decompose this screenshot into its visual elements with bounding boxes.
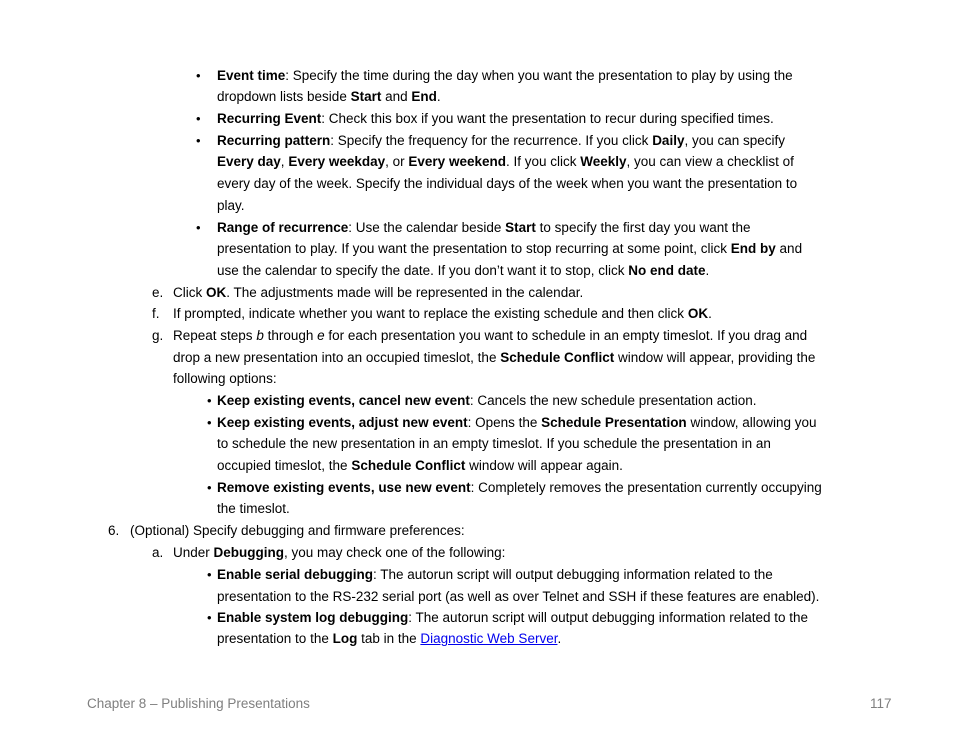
step-e-marker: e. xyxy=(152,285,164,300)
bullet-marker: • xyxy=(207,567,212,582)
range-line-3: use the calendar to specify the date. If you don’t want it to stop, click No end date. xyxy=(217,263,710,278)
recurring-pattern-line-3: every day of the week. Specify the individual days of the week when you want the presentation to xyxy=(217,176,798,191)
keep-adjust-line-1: Keep existing events, adjust new event: Opens the Schedule Presentation window, allowing you xyxy=(217,415,817,430)
bullet-marker: • xyxy=(196,220,201,235)
serial-debug-line-2: presentation to the RS-232 serial port (as well as over Telnet and SSH if these features are enabled). xyxy=(217,589,820,604)
keep-adjust-label: Keep existing events, adjust new event xyxy=(217,415,468,430)
syslog-debug-label: Enable system log debugging xyxy=(217,610,409,625)
syslog-debug-line-2: presentation to the Log tab in the Diagnostic Web Server. xyxy=(217,631,562,646)
step-6a-marker: a. xyxy=(152,545,164,560)
recurring-pattern-line-4: play. xyxy=(217,198,245,213)
step-g-line-1: Repeat steps b through e for each presentation you want to schedule in an empty timeslot. If you drag and xyxy=(173,328,808,343)
keep-cancel-label: Keep existing events, cancel new event xyxy=(217,393,470,408)
step-6-text: (Optional) Specify debugging and firmware preferences: xyxy=(130,523,465,538)
recurring-pattern-line-2: Every day, Every weekday, or Every weekend. If you click Weekly, you can view a checklist of xyxy=(217,154,794,169)
recurring-event-label: Recurring Event xyxy=(217,111,322,126)
range-line-2: presentation to play. If you want the presentation to stop recurring at some point, click End by and xyxy=(217,241,803,256)
keep-adjust-line-2: to schedule the new presentation in an empty timeslot. If you schedule the presentation in an xyxy=(217,436,771,451)
serial-debug-line-1: Enable serial debugging: The autorun script will output debugging information related to the xyxy=(217,567,773,582)
footer-chapter: Chapter 8 – Publishing Presentations xyxy=(87,696,310,711)
step-f-marker: f. xyxy=(152,306,160,321)
event-time-line-1: Event time: Specify the time during the day when you want the presentation to play by using the xyxy=(217,68,793,83)
event-time-label: Event time xyxy=(217,68,286,83)
bullet-marker: • xyxy=(207,393,212,408)
step-g-line-2: drop a new presentation into an occupied timeslot, the Schedule Conflict window will appear, providing the xyxy=(173,350,816,365)
step-f-text: If prompted, indicate whether you want to replace the existing schedule and then click OK. xyxy=(173,306,712,321)
bullet-marker: • xyxy=(207,415,212,430)
syslog-debug-line-1: Enable system log debugging: The autorun script will output debugging information related to the xyxy=(217,610,809,625)
bullet-marker: • xyxy=(196,133,201,148)
recurring-event-line: Recurring Event: Check this box if you want the presentation to recur during specified times. xyxy=(217,111,774,126)
bullet-marker: • xyxy=(207,610,212,625)
bullet-marker: • xyxy=(196,111,201,126)
recurring-pattern-line-1: Recurring pattern: Specify the frequency for the recurrence. If you click Daily, you can specify xyxy=(217,133,786,148)
recurring-pattern-label: Recurring pattern xyxy=(217,133,331,148)
step-e-text: Click OK. The adjustments made will be represented in the calendar. xyxy=(173,285,584,300)
step-6a-text: Under Debugging, you may check one of the following: xyxy=(173,545,506,560)
remove-use-line-1: Remove existing events, use new event: Completely removes the presentation currently occupying xyxy=(217,480,822,495)
serial-debug-label: Enable serial debugging xyxy=(217,567,374,582)
bullet-marker: • xyxy=(207,480,212,495)
remove-use-line-2: the timeslot. xyxy=(217,501,290,516)
event-time-line-2: dropdown lists beside Start and End. xyxy=(217,89,441,104)
remove-use-label: Remove existing events, use new event xyxy=(217,480,471,495)
bullet-marker: • xyxy=(196,68,201,83)
keep-adjust-line-3: occupied timeslot, the Schedule Conflict window will appear again. xyxy=(217,458,623,473)
step-g-line-3: following options: xyxy=(173,371,277,386)
range-of-recurrence-label: Range of recurrence xyxy=(217,220,349,235)
footer-page-number: 117 xyxy=(870,696,892,711)
step-6-marker: 6. xyxy=(108,523,120,538)
step-g-marker: g. xyxy=(152,328,164,343)
keep-cancel-line: Keep existing events, cancel new event: Cancels the new schedule presentation action. xyxy=(217,393,757,408)
range-line-1: Range of recurrence: Use the calendar beside Start to specify the first day you want the xyxy=(217,220,751,235)
diagnostic-web-server-link[interactable]: Diagnostic Web Server xyxy=(420,631,558,646)
